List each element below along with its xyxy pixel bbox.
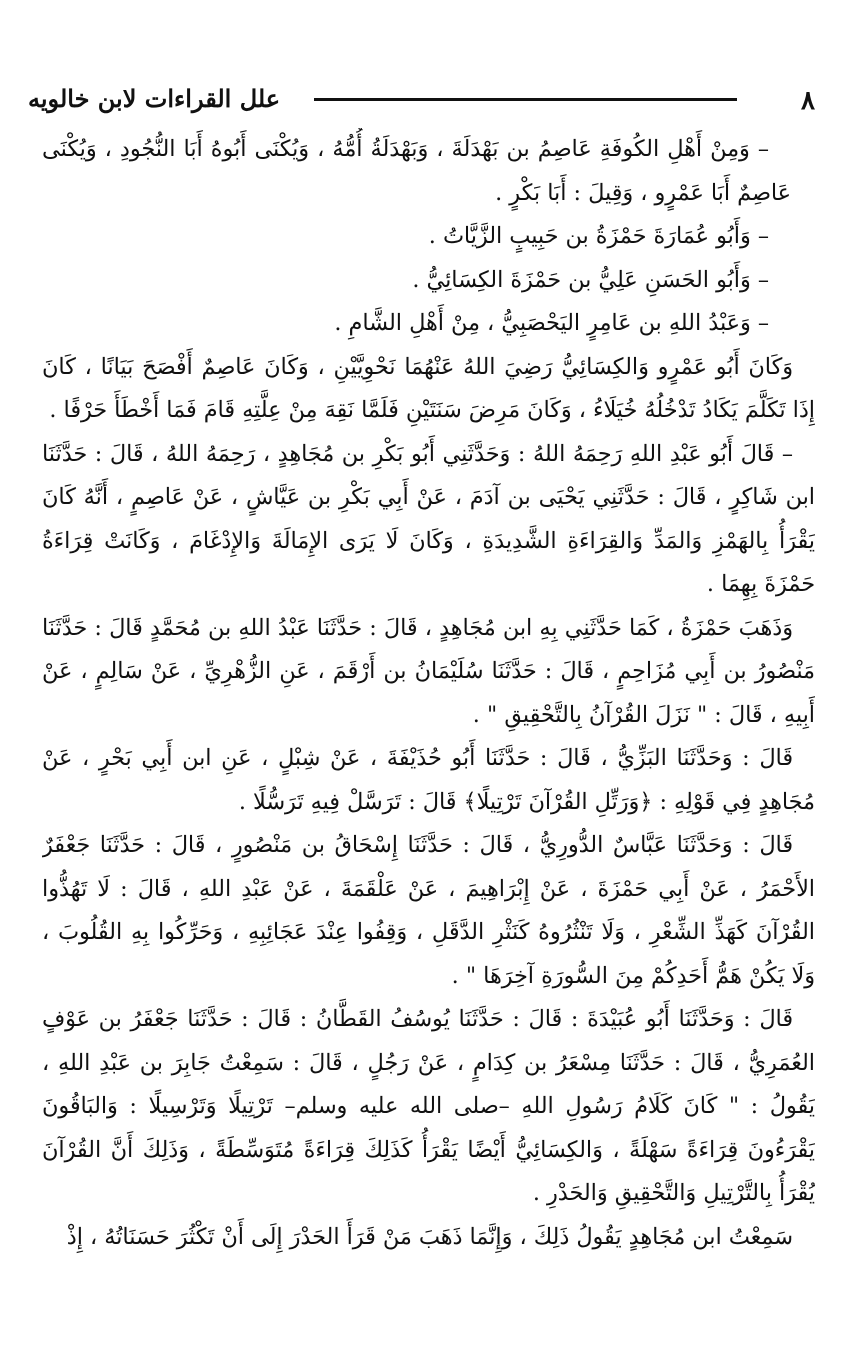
paragraph-6: – قَالَ أَبُو عَبْدِ اللهِ رَحِمَهُ اللهُ : وَحَدَّثَنِي أَبُو بَكْرِ بن مُجَاهِدٍ ، رَحِمَهُ اللهُ ، قَالَ : حَدَّثَنَا ابن شَاكِرٍ ، قَالَ : حَدَّثَنِي يَحْيَى بن آدَمَ ، عَنْ أَبِي بَكْرِ بن عَيَّاشٍ ، عَنْ عَاصِمٍ ، أَنَّهُ كَانَ يَقْرَأُ بِالهَمْزِ وَالمَدِّ وَالقِرَاءَةِ الشَّدِيدَةِ ، وَكَانَ لَا يَرَى الإِمَالَةَ وَالإِدْغَامَ ، وَكَانَتْ قِرَاءَةُ حَمْزَةَ بِهِمَا .: [42, 440, 815, 597]
page-body: [42, 128, 815, 1361]
paragraph-9: قَالَ : وَحَدَّثَنَا عَبَّاسٌ الدُّورِيُّ ، قَالَ : حَدَّثَنَا إِسْحَاقُ بن مَنْصُورٍ ، قَالَ : حَدَّثَنَا جَعْفَرٌ الأَحْمَرُ ، عَنْ أَبِي حَمْزَةَ ، عَنْ إِبْرَاهِيمَ ، عَنْ عَلْقَمَةَ ، عَنْ عَبْدِ اللهِ ، قَالَ : لَا تَهُذُّوا القُرْآنَ كَهَذِّ الشِّعْرِ ، وَلَا تَنْثُرُوهُ كَنَثْرِ الدَّقَلِ ، وَقِفُوا عِنْدَ عَجَائِبِهِ ، وَحَرِّكُوا بِهِ القُلُوبَ ، وَلَا يَكُنْ هَمُّ أَحَدِكُمْ مِنَ السُّورَةِ آخِرَهَا " .: [42, 832, 815, 989]
paragraph-1: – وَمِنْ أَهْلِ الكُوفَةِ عَاصِمُ بن بَهْدَلَةَ ، وَبَهْدَلَةُ أُمُّهُ ، وَيُكْنَى أَبُوهُ أَبَا النُّجُودِ ، وَيُكْنَى عَاصِمٌ أَبَا عَمْرٍو ، وَقِيلَ : أَبَا بَكْرٍ .: [42, 136, 791, 206]
page-number: ٨: [801, 86, 815, 116]
paragraph-3: – وَأَبُو الحَسَنِ عَلِيُّ بن حَمْزَةَ الكِسَائِيُّ .: [412, 266, 769, 293]
paragraph-11: سَمِعْتُ ابن مُجَاهِدٍ يَقُولُ ذَلِكَ ، وَإِنَّمَا ذَهَبَ مَنْ قَرَأَ الحَدْرَ إِلَى أَنْ تَكْثُرَ حَسَنَاتُهُ ، إِذْ: [66, 1223, 793, 1250]
paragraph-2: – وَأَبُو عُمَارَةَ حَمْزَةُ بن حَبِيبٍ الزَّيَّاتُ .: [428, 223, 769, 249]
paragraph-10: قَالَ : وَحَدَّثَنَا أَبُو عُبَيْدَةَ : قَالَ : حَدَّثَنَا يُوسُفُ القَطَّانُ : قَالَ : حَدَّثَنَا جَعْفَرُ بن عَوْفٍ العُمَرِيُّ ، قَالَ : حَدَّثَنَا مِسْعَرُ بن كِدَامٍ ، عَنْ رَجُلٍ ، قَالَ : سَمِعْتُ جَابِرَ بن عَبْدِ اللهِ ، يَقُولُ : " كَانَ كَلَامُ رَسُولِ اللهِ –صلى الله عليه وسلم– تَرْتِيلًا وَتَرْسِيلًا : وَالبَاقُونَ يَقْرَءُونَ قِرَاءَةً سَهْلَةً ، وَالكِسَائِيُّ أَيْضًا يَقْرَأُ كَذَلِكَ قِرَاءَةً مُتَوَسِّطَةً ، وَذَلِكَ أَنَّ القُرْآنَ يُقْرَأُ بِالتَّرْتِيلِ وَالتَّحْقِيقِ وَالحَدْرِ .: [42, 1006, 815, 1206]
paragraph-8: قَالَ : وَحَدَّثَنَا البَزِّيُّ ، قَالَ : حَدَّثَنَا أَبُو حُذَيْفَةَ ، عَنْ شِبْلٍ ، عَنِ ابن أَبِي بَحْرٍ ، عَنْ مُجَاهِدٍ فِي قَوْلِهِ : ﴿وَرَتِّلِ القُرْآنَ تَرْتِيلًا﴾ قَالَ : تَرَسَّلْ فِيهِ تَرَسُّلًا .: [42, 745, 815, 815]
paragraph-5: وَكَانَ أَبُو عَمْرٍو وَالكِسَائِيُّ رَضِيَ اللهُ عَنْهُمَا نَحْوِيَّيْنِ ، وَكَانَ عَاصِمٌ أَفْصَحَ بَيَانًا ، كَانَ إِذَا تَكَلَّمَ يَكَادُ تَدْخُلُهُ خُيَلَاءُ ، وَكَانَ مَرِضَ سَنَتَيْنِ فَلَمَّا نَقِهَ مِنْ عِلَّتِهِ قَامَ فَمَا أَخْطَأَ حَرْفًا .: [42, 353, 815, 423]
running-title: علل القراءات لابن خالويه: [28, 84, 281, 113]
page-header: [28, 82, 815, 122]
paragraph-7: وَذَهَبَ حَمْزَةُ ، كَمَا حَدَّثَنِي بِهِ ابن مُجَاهِدٍ ، قَالَ : حَدَّثَنَا عَبْدُ اللهِ بن مُحَمَّدٍ قَالَ : حَدَّثَنَا مَنْصُورُ بن أَبِي مُزَاحِمٍ ، قَالَ : حَدَّثَنَا سُلَيْمَانُ بن أَرْقَمَ ، عَنِ الزُّهْرِيِّ ، عَنْ سَالِمٍ ، عَنْ أَبِيهِ ، قَالَ : " نَزَلَ القُرْآنُ بِالتَّحْقِيقِ " .: [42, 614, 815, 728]
header-rule: [314, 98, 737, 101]
paragraph-4: – وَعَبْدُ اللهِ بن عَامِرٍ اليَحْصَبِيُّ ، مِنْ أَهْلِ الشَّامِ .: [334, 310, 769, 336]
